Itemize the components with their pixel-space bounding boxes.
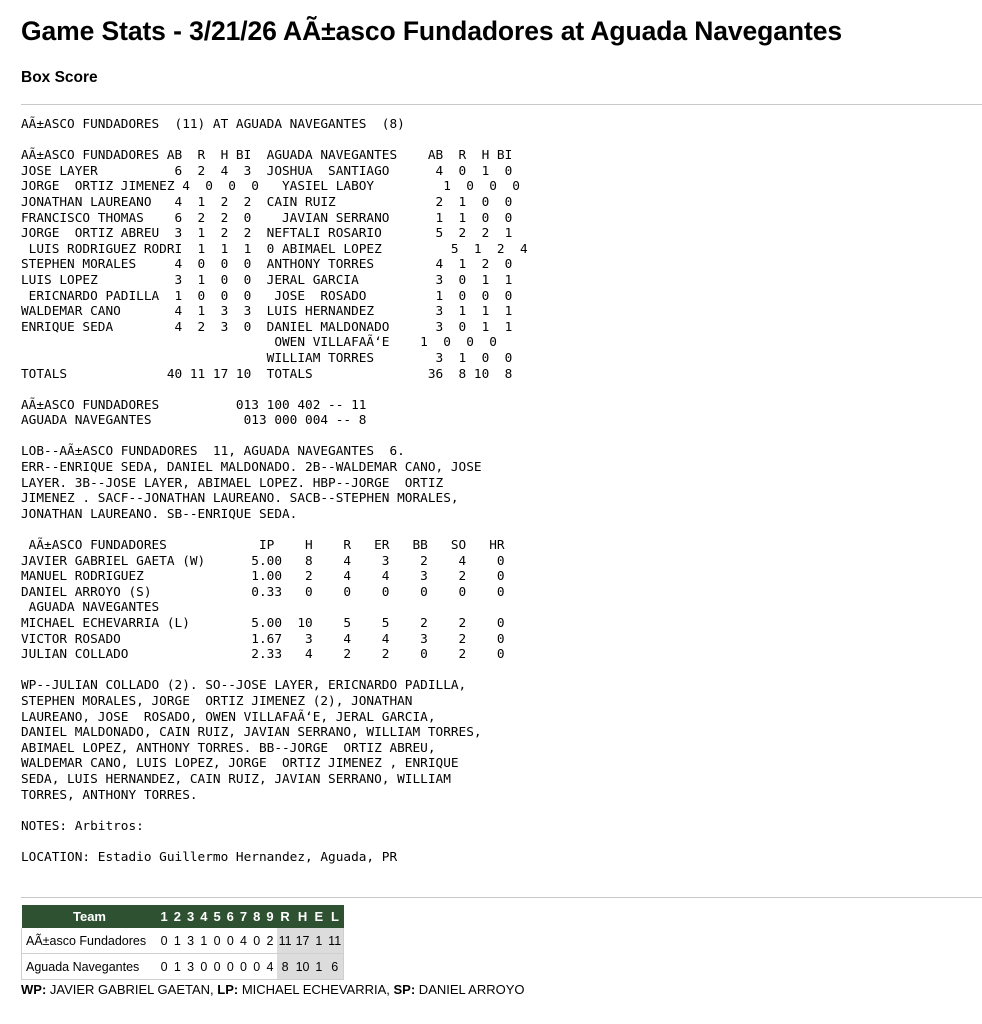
box-score-line: ABIMAEL LOPEZ, ANTHONY TORRES. BB--JORGE ORTIZ ABREU, bbox=[21, 740, 436, 756]
linescore-errors-cell: 1 bbox=[312, 928, 327, 954]
box-score-line: JONATHAN LAUREANO 4 1 2 2 CAIN RUIZ 2 1 0 0 bbox=[21, 194, 513, 210]
linescore-inning-cell: 4 bbox=[263, 954, 276, 980]
box-score-line: DANIEL MALDONADO, CAIN RUIZ, JAVIAN SERRANO, WILLIAM TORRES, bbox=[21, 725, 482, 741]
box-score-line: JONATHAN LAUREANO. SB--ENRIQUE SEDA. bbox=[21, 506, 298, 522]
box-score-line: WILLIAM TORRES 3 1 0 0 bbox=[21, 350, 513, 366]
box-score-line: DANIEL ARROYO (S) 0.33 0 0 0 0 0 0 bbox=[21, 584, 505, 600]
linescore-runs-cell: 8 bbox=[277, 954, 294, 980]
linescore-inning-cell: 0 bbox=[224, 928, 237, 954]
box-score-line: AGUADA NAVEGANTES bbox=[21, 600, 160, 616]
box-score-line: JORGE ORTIZ JIMENEZ 4 0 0 0 YASIEL LABOY 1 0 0 0 bbox=[21, 179, 520, 195]
linescore-inning-cell: 0 bbox=[237, 954, 250, 980]
section-title: Box Score bbox=[21, 69, 98, 86]
box-score-text bbox=[21, 117, 528, 866]
box-score-line: LAYER. 3B--JOSE LAYER, ABIMAEL LOPEZ. HBP--JORGE ORTIZ bbox=[21, 475, 444, 491]
winning-pitcher-name: JAVIER GABRIEL GAETAN, bbox=[46, 982, 218, 997]
box-score-line: VICTOR ROSADO 1.67 3 4 4 3 2 0 bbox=[21, 631, 505, 647]
box-score-line: ERICNARDO PADILLA 1 0 0 0 JOSE ROSADO 1 0 0 0 bbox=[21, 288, 513, 304]
linescore-lob-cell: 11 bbox=[326, 928, 343, 954]
box-score-line: NOTES: Arbitros: bbox=[21, 818, 144, 834]
box-score-line: AÃ±ASCO FUNDADORES IP H R ER BB SO HR bbox=[21, 538, 505, 554]
linescore-header-hits: H bbox=[294, 905, 312, 928]
linescore-hits-cell: 10 bbox=[294, 954, 312, 980]
linescore-inning-cell: 0 bbox=[250, 954, 263, 980]
linescore-row-away bbox=[22, 928, 344, 954]
box-score-line bbox=[21, 663, 528, 679]
linescore-header-inning: 5 bbox=[210, 905, 223, 928]
box-score-line: JULIAN COLLADO 2.33 4 2 2 0 2 0 bbox=[21, 647, 505, 663]
linescore-errors-cell: 1 bbox=[312, 954, 327, 980]
save-pitcher-name: DANIEL ARROYO bbox=[415, 982, 525, 997]
box-score-line bbox=[21, 803, 528, 819]
box-score-line: MANUEL RODRIGUEZ 1.00 2 4 4 3 2 0 bbox=[21, 569, 505, 585]
linescore-header-inning: 2 bbox=[171, 905, 184, 928]
box-score-line: LOCATION: Estadio Guillermo Hernandez, Aguada, PR bbox=[21, 849, 398, 865]
box-score-line: ERR--ENRIQUE SEDA, DANIEL MALDONADO. 2B--WALDEMAR CANO, JOSE bbox=[21, 460, 482, 476]
linescore-table bbox=[21, 905, 344, 980]
box-score-line bbox=[21, 133, 528, 149]
winning-pitcher-label: WP: bbox=[21, 982, 47, 997]
box-score-line: JAVIER GABRIEL GAETA (W) 5.00 8 4 3 2 4 0 bbox=[21, 553, 505, 569]
linescore-inning-cell: 0 bbox=[250, 928, 263, 954]
save-pitcher-label: SP: bbox=[393, 982, 416, 997]
linescore-inning-cell: 0 bbox=[197, 954, 210, 980]
box-score-line: LAUREANO, JOSE ROSADO, OWEN VILLAFAÃ‘E, JERAL GARCIA, bbox=[21, 709, 436, 725]
box-score-line: AÃ±ASCO FUNDADORES (11) AT AGUADA NAVEGANTES (8) bbox=[21, 117, 405, 132]
linescore-header-errors: E bbox=[312, 905, 327, 928]
box-score-line: JOSE LAYER 6 2 4 3 JOSHUA SANTIAGO 4 0 1 0 bbox=[21, 163, 513, 179]
box-score-line: WALDEMAR CANO, LUIS LOPEZ, JORGE ORTIZ JIMENEZ , ENRIQUE bbox=[21, 756, 459, 772]
box-score-line: TOTALS 40 11 17 10 TOTALS 36 8 10 8 bbox=[21, 366, 513, 382]
linescore-inning-cell: 1 bbox=[197, 928, 210, 954]
linescore-team-name: AÃ±asco Fundadores bbox=[22, 928, 158, 954]
linescore-runs-cell: 11 bbox=[277, 928, 294, 954]
box-score-line: WP--JULIAN COLLADO (2). SO--JOSE LAYER, ERICNARDO PADILLA, bbox=[21, 678, 467, 694]
box-score-line: JIMENEZ . SACF--JONATHAN LAUREANO. SACB--STEPHEN MORALES, bbox=[21, 491, 459, 507]
linescore-header-inning: 9 bbox=[263, 905, 276, 928]
linescore-row-home bbox=[22, 954, 344, 980]
box-score-line: SEDA, LUIS HERNANDEZ, CAIN RUIZ, JAVIAN SERRANO, WILLIAM bbox=[21, 771, 451, 787]
box-score-line bbox=[21, 382, 528, 398]
linescore-inning-cell: 1 bbox=[171, 954, 184, 980]
linescore-header-inning: 7 bbox=[237, 905, 250, 928]
linescore-header-inning: 8 bbox=[250, 905, 263, 928]
box-score-line: OWEN VILLAFAÃ‘E 1 0 0 0 bbox=[21, 335, 497, 351]
linescore-header-inning: 3 bbox=[184, 905, 197, 928]
box-score-line: LUIS LOPEZ 3 1 0 0 JERAL GARCIA 3 0 1 1 bbox=[21, 272, 513, 288]
linescore-inning-cell: 0 bbox=[210, 928, 223, 954]
box-score-line: STEPHEN MORALES, JORGE ORTIZ JIMENEZ (2), JONATHAN bbox=[21, 693, 413, 709]
linescore-header-row bbox=[22, 905, 344, 928]
box-score-line bbox=[21, 834, 528, 850]
linescore-inning-cell: 0 bbox=[224, 954, 237, 980]
linescore-team-name: Aguada Navegantes bbox=[22, 954, 158, 980]
linescore-inning-cell: 0 bbox=[210, 954, 223, 980]
box-score-line bbox=[21, 429, 528, 445]
linescore-inning-cell: 3 bbox=[184, 954, 197, 980]
linescore-header-inning: 4 bbox=[197, 905, 210, 928]
page-title: Game Stats - 3/21/26 AÃ±asco Fundadores at Aguada Navegantes bbox=[21, 16, 842, 46]
pitching-decisions bbox=[21, 982, 525, 997]
linescore-inning-cell: 2 bbox=[263, 928, 276, 954]
box-score-line: AGUADA NAVEGANTES 013 000 004 -- 8 bbox=[21, 413, 367, 429]
linescore-header-team: Team bbox=[22, 905, 158, 928]
box-score-line: ENRIQUE SEDA 4 2 3 0 DANIEL MALDONADO 3 0 1 1 bbox=[21, 319, 513, 335]
linescore-lob-cell: 6 bbox=[326, 954, 343, 980]
losing-pitcher-name: MICHAEL ECHEVARRIA, bbox=[238, 982, 394, 997]
linescore-header-runs: R bbox=[277, 905, 294, 928]
box-score-line: JORGE ORTIZ ABREU 3 1 2 2 NEFTALI ROSARIO 5 2 2 1 bbox=[21, 226, 513, 242]
box-score-line: LOB--AÃ±ASCO FUNDADORES 11, AGUADA NAVEGANTES 6. bbox=[21, 444, 405, 460]
divider-top bbox=[21, 104, 982, 105]
divider-bottom bbox=[21, 897, 982, 898]
linescore-inning-cell: 3 bbox=[184, 928, 197, 954]
linescore-inning-cell: 1 bbox=[171, 928, 184, 954]
linescore-inning-cell: 0 bbox=[158, 954, 171, 980]
linescore-header-lob: L bbox=[326, 905, 343, 928]
linescore-inning-cell: 4 bbox=[237, 928, 250, 954]
box-score-line: LUIS RODRIGUEZ RODRI 1 1 1 0 ABIMAEL LOPEZ 5 1 2 4 bbox=[21, 241, 528, 257]
box-score-line: AÃ±ASCO FUNDADORES AB R H BI AGUADA NAVEGANTES AB R H BI bbox=[21, 148, 513, 164]
box-score-line: STEPHEN MORALES 4 0 0 0 ANTHONY TORRES 4 1 2 0 bbox=[21, 257, 513, 273]
box-score-line: WALDEMAR CANO 4 1 3 3 LUIS HERNANDEZ 3 1 1 1 bbox=[21, 304, 513, 320]
linescore-hits-cell: 17 bbox=[294, 928, 312, 954]
box-score-line bbox=[21, 522, 528, 538]
losing-pitcher-label: LP: bbox=[217, 982, 239, 997]
box-score-line: AÃ±ASCO FUNDADORES 013 100 402 -- 11 bbox=[21, 397, 367, 413]
box-score-line: FRANCISCO THOMAS 6 2 2 0 JAVIAN SERRANO 1 1 0 0 bbox=[21, 210, 513, 226]
linescore-header-inning: 1 bbox=[158, 905, 171, 928]
box-score-line: TORRES, ANTHONY TORRES. bbox=[21, 787, 198, 803]
linescore-inning-cell: 0 bbox=[158, 928, 171, 954]
linescore-header-inning: 6 bbox=[224, 905, 237, 928]
box-score-line: MICHAEL ECHEVARRIA (L) 5.00 10 5 5 2 2 0 bbox=[21, 616, 505, 631]
